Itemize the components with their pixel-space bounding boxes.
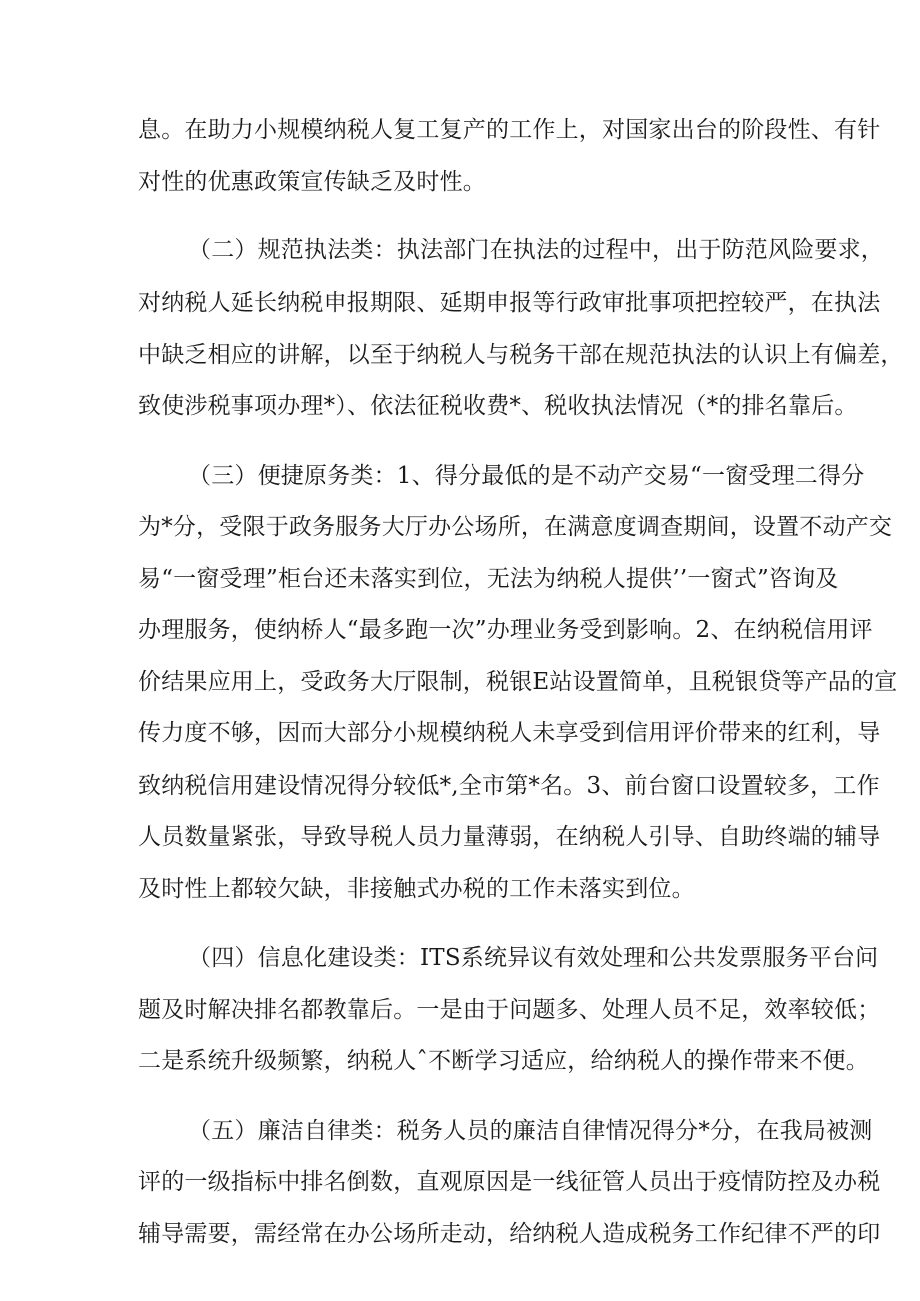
paragraph-line: 价结果应用上，受政务大厅限制，税银E站设置简单，且税银贷等产品的宣 (138, 669, 898, 695)
paragraph-line: 易“一窗受理”柜台还未落实到位，无法为纳税人提供’’一窗式”咨询及 (138, 566, 839, 592)
paragraph-line: 辅导需要，需经常在办公场所走动，给纳税人造成税务工作纪律不严的印 (138, 1221, 881, 1247)
paragraph-line: 对性的优惠政策宣传缺乏及时性。 (138, 169, 486, 195)
paragraph-line: 为*分，受限于政务服务大厅办公场所，在满意度调查期间，设置不动产交 (138, 514, 893, 540)
paragraph-line: 致使涉税事项办理*）、依法征税收费*、税收执法情况（*的排名靠后。 (138, 393, 858, 419)
paragraph-line: 评的一级指标中排名倒数，直观原因是一线征管人员出于疫情防控及办税 (138, 1169, 881, 1195)
paragraph-line: 二是系统升级频繁，纳税人ˆ不断学习适应，给纳税人的操作带来不便。 (138, 1048, 869, 1074)
paragraph-line: （三）便捷原务类：1、得分最低的是不动产交易“一窗受理二得分 (188, 463, 865, 489)
paragraph-line: 人员数量紧张，导致导税人员力量薄弱，在纳税人引导、自助终端的辅导 (138, 824, 881, 850)
paragraph-line: 及时性上都较欠缺，非接触式办税的工作未落实到位。 (138, 876, 695, 902)
paragraph-line: （二）规范执法类：执法部门在执法的过程中，出于防范风险要求， (188, 237, 884, 263)
paragraph-line: （四）信息化建设类：ITS系统异议有效处理和公共发票服务平台问 (188, 945, 879, 971)
paragraph-line: 致纳税信用建设情况得分较低*,全市第*名。3、前台窗口设置较多，工作 (138, 773, 880, 799)
paragraph-line: （五）廉洁自律类：税务人员的廉洁自律情况得分*分，在我局被测 (188, 1118, 873, 1144)
paragraph-line: 办理服务，使纳桥人“最多跑一次”办理业务受到影响。2、在纳税信用评 (138, 617, 873, 643)
paragraph-line: 传力度不够，因而大部分小规模纳税人未享受到信用评价带来的红利，导 (138, 720, 881, 746)
paragraph-line: 对纳税人延长纳税申报期限、延期申报等行政审批事项把控较严，在执法 (138, 290, 881, 316)
paragraph-line: 题及时解决排名都教靠后。一是由于问题多、处理人员不足，效率较低； (138, 997, 881, 1023)
paragraph-line: 息。在助力小规模纳税人复工复产的工作上，对国家出台的阶段性、有针 (138, 117, 881, 143)
paragraph-line: 中缺乏相应的讲解，以至于纳税人与税务干部在规范执法的认识上有偏差， (138, 342, 904, 368)
